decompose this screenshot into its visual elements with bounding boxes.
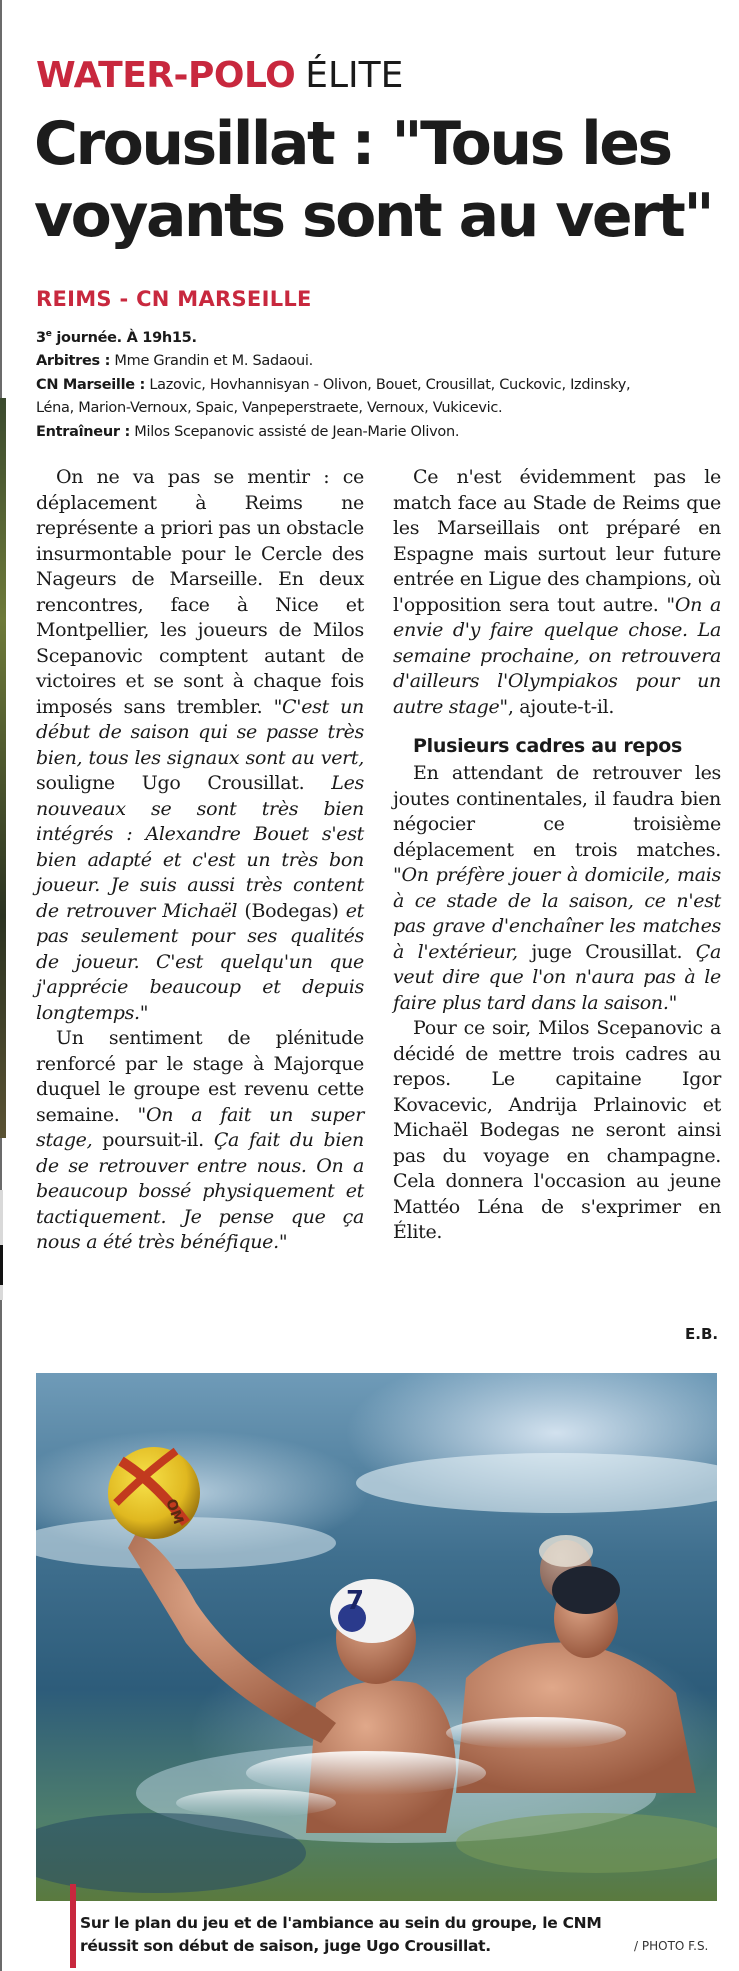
section-kicker [36,52,403,100]
adjacent-photo-strip [0,398,6,1138]
article-headline: Crousillat : "Tous les voyants sont au vert" [34,109,713,251]
match-info-box [36,323,726,444]
caption-accent-bar [70,1884,76,1968]
article-paragraph: Pour ce soir, Milos Scepanovic a décidé de mettre trois cadres au repos. Le capitaine Igor Kovacevic, Andrija Prlainovic et Michaël Bodegas ne seront ainsi pas du voyage en champagne. Cela donnera l'occasion au jeune Mattéo Léna de s'exprimer en Élite. [393,1017,721,1243]
article-paragraph: En attendant de retrouver les joutes continentales, il faudra bien négocier ce troisième déplacement en trois matches. "On préfère jouer à domicile, mais à ce stade de la saison, ce n'est pas grave d'enchaîner les matches à l'extérieur, juge Crousillat. Ça veut dire que l'on n'aura pas à le faire plus tard dans la saison." [393,762,721,1014]
article-paragraph: Ce n'est évidemment pas le match face au Stade de Reims que les Marseillais ont préparé en Espagne mais surtout leur future entrée en Ligue des champions, où l'opposition sera tout autre. "On a envie d'y faire quelque chose. La semaine prochaine, on retrouvera d'ailleurs l'Olympiakos pour un autre stage", ajoute-t-il. [393,466,721,718]
adjacent-photo-strip [0,1245,3,1285]
info-journee: 3e journée. À 19h15. [36,329,197,346]
info-arbitres: Arbitres : Mme Grandin et M. Sadaoui. [36,353,313,370]
info-roster: CN Marseille : Lazovic, Hovhannisyan - Olivon, Bouet, Crousillat, Cuckovic, Izdinsky, [36,376,631,393]
article-photo [36,1373,717,1901]
article-column-left [36,465,364,1256]
article-paragraph: Un sentiment de plénitude renforcé par le stage à Majorque duquel le groupe est revenu cette semaine. "On a fait un super stage, poursuit-il. Ça fait du bien de se retrouver entre nous. On a beaucoup bossé physiquement et tactiquement. Je pense que ça nous a été très bénéfique." [36,1027,365,1253]
info-roster-cont: Léna, Marion-Vernoux, Spaic, Vanpeperstraete, Vernoux, Vukicevic. [36,400,503,417]
article-subhead: Plusieurs cadres au repos [413,735,683,757]
kicker-level: ÉLITE [305,55,404,96]
kicker-sport: WATER-POLO [36,55,296,96]
article-paragraph: On ne va pas se mentir : ce déplacement à Reims ne représente a priori pas un obstacle insurmontable pour le Cercle des Nageurs de Marseille. En deux rencontres, face à Nice et Montpellier, les joueurs de Milos Scepanovic comptent autant de victoires et se sont à chaque fois imposés sans trembler. "C'est un début de saison qui se passe très bien, tous les signaux sont au vert, souligne Ugo Crousillat. Les nouveaux se sont très bien intégrés : Alexandre Bouet s'est bien adapté et c'est un très bon joueur. Je suis aussi très content de retrouver Michaël (Bodegas) et pas seulement pour ses qualités de joueur. C'est quelqu'un que j'apprécie beaucoup et depuis longtemps." [36,466,365,1024]
photo-credit: / PHOTO F.S. [634,1939,709,1953]
info-entraineur: Entraîneur : Milos Scepanovic assisté de Jean-Marie Olivon. [36,423,460,440]
article-column-right [393,465,721,1246]
match-title: REIMS - CN MARSEILLE [36,287,312,311]
water-polo-photo-illustration [36,1373,717,1901]
photo-caption: Sur le plan du jeu et de l'ambiance au sein du groupe, le CNM réussit son début de saison, juge Ugo Crousillat. [80,1914,602,1955]
author-signature: E.B. [685,1325,719,1343]
cap-number: 7 [346,1586,365,1616]
ball-lettering: OM [162,1496,187,1527]
